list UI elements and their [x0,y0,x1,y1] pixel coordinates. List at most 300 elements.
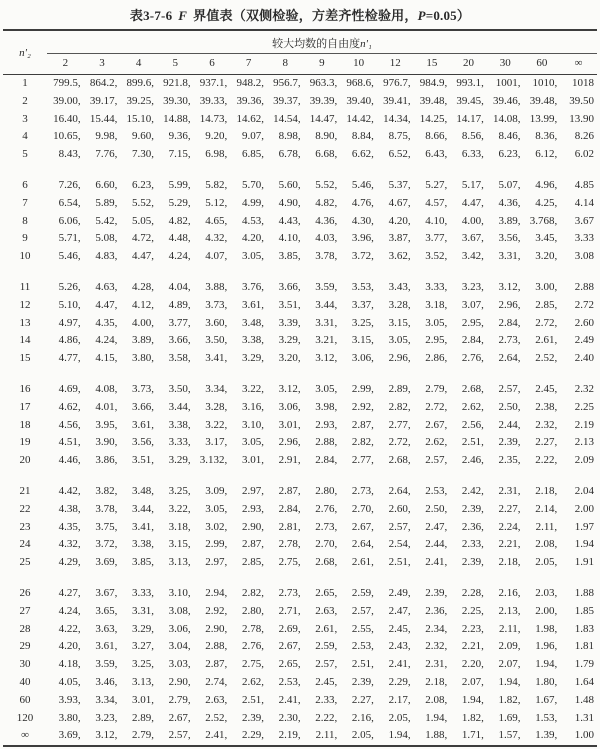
cell: 4.15, [95,352,118,365]
cell: 3.09, [205,484,228,497]
cell: 3.06, [168,622,191,635]
cell: 3.50, [205,334,228,347]
row-header: 18 [19,418,31,431]
cell: 4.36, [498,196,521,209]
row-variable-symbol: n′₂ [19,46,31,59]
cell: 5.17, [461,178,484,191]
cell: 2.42, [461,484,484,497]
table-name: 界值表 [193,8,233,23]
column-header-row [3,54,597,75]
cell: 3.22, [241,382,264,395]
row-header: 22 [19,502,31,515]
cell: 3.89, [131,334,154,347]
cell: 2.53, [425,484,448,497]
cell: 4.56, [58,418,81,431]
cell: 2.29, [241,729,264,742]
cell: 8.56, [461,130,484,143]
cell: 3.00, [535,280,558,293]
cell: 4.18, [58,658,81,671]
cell: 2.39, [351,675,374,688]
cell: 2.56, [461,418,484,431]
cell: 2.96, [278,436,301,449]
cell: 3.25, [351,316,374,329]
cell: 5.08, [95,232,118,245]
cell: 2.68, [315,556,338,569]
cell: 3.08 [574,250,594,263]
cell: 4.30, [351,214,374,227]
cell: 5.46, [351,178,374,191]
cell: 2.57, [388,520,411,533]
cell: 7.15, [168,148,191,161]
cell: 2.93, [241,502,264,515]
p-symbol: P [417,8,426,23]
cell: 2.87, [351,418,374,431]
cell: 2.92, [351,400,374,413]
cell: 2.72, [535,316,558,329]
cell: 6.43, [425,148,448,161]
row-header: 7 [22,196,28,209]
cell: 4.85 [574,178,594,191]
cell: 2.39, [461,556,484,569]
cell: 8.26 [574,130,594,143]
cell: 2.19, [278,729,301,742]
cell: 3.65, [95,604,118,617]
cell: 2.19 [574,418,594,431]
cell: 1.94 [574,538,594,551]
cell: 2.50, [498,400,521,413]
cell: 3.05, [388,334,411,347]
cell: 2.20, [461,658,484,671]
cell: 2.46, [461,454,484,467]
cell: 3.39, [278,316,301,329]
cell: 2.61, [535,334,558,347]
cell: 2.65, [278,658,301,671]
cell: 3.34, [95,693,118,706]
cell: 4.12, [131,298,154,311]
cell: 2.59, [351,586,374,599]
cell: 2.75, [278,556,301,569]
cell: 948.2, [236,77,264,89]
cell: 3.85, [131,556,154,569]
cell: 2.04 [574,484,594,497]
cell: 2.14, [535,502,558,515]
cell: 2.33, [461,538,484,551]
table-row [3,638,597,656]
cell: 39.48, [529,94,558,107]
cell: 14.25, [419,112,448,125]
cell: 2.11, [315,729,338,742]
cell: 3.67, [461,232,484,245]
cell: 2.63, [315,604,338,617]
cell: 2.31, [425,658,448,671]
cell: 1.80, [535,675,558,688]
cell: 39.33, [199,94,228,107]
table-row [3,674,597,692]
cell: 1.79 [574,658,594,671]
cell: 39.45, [456,94,484,107]
group-header-row [3,30,597,54]
cell: 4.03, [315,232,338,245]
cell: 2.07, [461,675,484,688]
cell: 14.88, [163,112,191,125]
cell: 6.98, [205,148,228,161]
cell: 2.92, [205,604,228,617]
cell: 4.20, [58,640,81,653]
cell: 13.90 [569,112,594,125]
cell: 2.11, [535,520,558,533]
cell: 6.23, [131,178,154,191]
cell: 5.52, [131,196,154,209]
cell: 4.47, [131,250,154,263]
cell: 3.15, [351,334,374,347]
cell: 5.71, [58,232,81,245]
cell: 6.02 [574,148,594,161]
cell: 3.10, [241,418,264,431]
table-row [3,603,597,621]
cell: 2.41, [278,693,301,706]
cell: 2.41, [388,658,411,671]
cell: 2.18, [425,675,448,688]
cell: 2.09, [498,640,521,653]
cell: 39.39, [309,94,338,107]
cell: 3.67, [95,586,118,599]
cell: 3.66, [131,400,154,413]
cell: 2.69, [278,622,301,635]
cell: 4.00, [461,214,484,227]
cell: 2.75, [241,658,264,671]
cell: 2.77, [388,418,411,431]
cell: 39.46, [493,94,521,107]
cell: 2.39, [498,436,521,449]
cell: 2.79, [131,729,154,742]
cell: 3.38, [241,334,264,347]
cell: 2.47, [388,604,411,617]
cell: 4.63, [95,280,118,293]
cell: 3.29, [168,454,191,467]
cell: 4.62, [58,400,81,413]
cell: 2.67, [278,640,301,653]
cell: 4.22, [58,622,81,635]
cell: 2.05, [388,711,411,724]
row-header: 21 [19,484,31,497]
cell: 3.29, [241,352,264,365]
cell: 1001, [495,77,521,89]
cell: 3.27, [131,640,154,653]
cell: 4.67, [388,196,411,209]
cell: 3.95, [95,418,118,431]
cell: 2.89, [388,382,411,395]
cell: 3.63, [95,622,118,635]
cell: 2.22, [315,711,338,724]
table-row [3,399,597,417]
table-row [3,483,597,501]
cell: 3.21, [315,334,338,347]
cell: 2.25, [461,604,484,617]
cell: 4.27, [58,586,81,599]
cell: 4.05, [58,675,81,688]
cell: 4.20, [241,232,264,245]
cell: 3.768, [529,214,558,227]
group-gap [3,368,597,381]
cell: 2.61, [351,556,374,569]
cell: 1.94, [535,658,558,671]
cell: 4.77, [58,352,81,365]
cell: 39.48, [419,94,448,107]
cell: 2.70, [315,538,338,551]
cell: 3.01, [131,693,154,706]
cell: 2.55, [351,622,374,635]
cell: 3.62, [388,250,411,263]
cell: 2.45, [535,382,558,395]
row-header: 40 [19,675,31,688]
cell: 2.40 [574,352,594,365]
cell: 3.69, [95,556,118,569]
cell: 3.50, [168,382,191,395]
cell: 2.09 [574,454,594,467]
cell: 2.84, [315,454,338,467]
cell: 2.21, [461,640,484,653]
cell: 2.27, [351,693,374,706]
cell: 2.39, [425,586,448,599]
cell: 3.29, [131,622,154,635]
column-header: 30 [499,57,511,69]
cell: 3.66, [168,334,191,347]
row-header: 6 [22,178,28,191]
cell: 2.82, [388,400,411,413]
cell: 2.80, [315,484,338,497]
cell: 2.31, [498,484,521,497]
cell: 3.25, [168,484,191,497]
cell: 1.91 [574,556,594,569]
cell: 3.12, [498,280,521,293]
cell: 3.12, [278,382,301,395]
cell: 39.30, [163,94,191,107]
cell: 3.87, [388,232,411,245]
cell: 14.73, [199,112,228,125]
cell: 4.32, [205,232,228,245]
cell: 5.07, [498,178,521,191]
cell: 3.61, [241,298,264,311]
cell: 8.66, [425,130,448,143]
row-header: 2 [22,94,28,107]
column-header: 5 [172,57,179,69]
cell: 2.54, [388,538,411,551]
cell: 3.33 [574,232,594,245]
cell: 2.38, [535,400,558,413]
cell: 3.03, [168,658,191,671]
cell: 4.99, [241,196,264,209]
cell: 3.08, [168,604,191,617]
f-statistic-symbol: F [178,8,188,23]
cell: 2.16, [351,711,374,724]
cell: 3.23, [461,280,484,293]
cell: 3.17, [205,436,228,449]
cell: 976.7, [383,77,411,89]
cell: 1.53, [535,711,558,724]
cell: 3.05, [315,382,338,395]
cell: 4.24, [58,604,81,617]
cell: 2.72, [388,436,411,449]
cell: 2.97, [205,556,228,569]
row-header: 120 [16,711,34,724]
cell: 3.41, [131,520,154,533]
cell: 3.45, [535,232,558,245]
table-row [3,727,597,746]
cell: 2.05, [351,729,374,742]
cell: 4.97, [58,316,81,329]
cell: 2.13 [574,436,594,449]
column-header: 3 [99,57,105,69]
cell: 2.35, [498,454,521,467]
cell: 4.82, [315,196,338,209]
cell: 1.82, [461,711,484,724]
row-header: 8 [22,214,28,227]
cell: 4.65, [205,214,228,227]
cell: 3.69, [58,729,81,742]
row-header: 19 [19,436,31,449]
table-header [3,30,597,75]
cell: 4.10, [425,214,448,227]
cell: 2.87, [205,658,228,671]
cell: 3.15, [388,316,411,329]
cell: 4.14 [574,196,594,209]
cell: 2.90, [241,520,264,533]
cell: 2.44, [498,418,521,431]
cell: 2.05, [535,556,558,569]
cell: 3.29, [278,334,301,347]
row-header: 12 [19,298,31,311]
cell: 993.1, [456,77,484,89]
column-header: 4 [135,57,142,69]
cell: 3.42, [461,250,484,263]
cell: 2.65, [315,586,338,599]
cell: 6.33, [461,148,484,161]
cell: 3.93, [58,693,81,706]
cell: 2.67, [351,520,374,533]
cell: 4.57, [425,196,448,209]
cell: 3.51, [278,298,301,311]
row-header: 9 [22,232,28,245]
cell: 3.77, [168,316,191,329]
table-row [3,350,597,368]
cell: 4.07, [205,250,228,263]
cell: 3.51, [131,454,154,467]
cell: 2.64, [498,352,521,365]
cell: 4.08, [95,382,118,395]
cell: 3.46, [95,675,118,688]
cell: 14.47, [309,112,338,125]
table-row [3,621,597,639]
cell: 3.13, [131,675,154,688]
cell: 2.78, [278,538,301,551]
cell: 2.22, [535,454,558,467]
cell: 5.27, [425,178,448,191]
cell: 2.52, [205,711,228,724]
cell: 2.94, [205,586,228,599]
table-body [3,75,597,747]
cell: 5.82, [205,178,228,191]
cell: 2.64, [351,538,374,551]
cell: 2.36, [461,520,484,533]
cell: 3.05, [205,502,228,515]
cell: 4.36, [315,214,338,227]
cell: 14.08, [493,112,521,125]
cell: 3.41, [205,352,228,365]
cell: 2.90, [168,675,191,688]
row-header: 25 [19,556,31,569]
cell: 2.16, [498,586,521,599]
cell: 1.97 [574,520,594,533]
cell: 2.80, [241,604,264,617]
table-row [3,585,597,603]
row-header: 17 [19,400,31,413]
cell: 3.73, [131,382,154,395]
cell: 2.08, [535,538,558,551]
cell: 2.57, [351,604,374,617]
cell: 2.72 [574,298,594,311]
column-header: 6 [209,57,215,69]
group-gap [3,266,597,279]
cell: 2.70, [351,502,374,515]
cell: 3.60, [205,316,228,329]
cell: 3.38, [131,538,154,551]
cell: 3.59, [95,658,118,671]
cell: 3.86, [95,454,118,467]
cell: 3.56, [498,232,521,245]
row-header: 20 [19,454,31,467]
cell: 4.38, [58,502,81,515]
cell: 2.30, [278,711,301,724]
cell: 2.63, [205,693,228,706]
cell: 3.44, [315,298,338,311]
row-header: 29 [19,640,31,653]
cell: 3.15, [168,538,191,551]
row-variable-label [3,30,47,75]
row-header: 3 [22,112,28,125]
cell: 2.97, [241,484,264,497]
cell: 39.40, [346,94,374,107]
cell: 8.46, [498,130,521,143]
cell: 2.57, [168,729,191,742]
table-row [3,75,597,93]
cell: 3.07, [461,298,484,311]
cell: 3.43, [388,280,411,293]
cell: 2.36, [425,604,448,617]
cell: 4.43, [278,214,301,227]
cell: 2.79, [425,382,448,395]
table-row [3,554,597,572]
table-condition-prefix: （双侧检验，方差齐性检验用， [232,8,418,23]
cell: 5.12, [205,196,228,209]
cell: 5.42, [95,214,118,227]
cell: 14.42, [346,112,374,125]
cell: 3.98, [315,400,338,413]
table-row [3,434,597,452]
cell: 2.86, [425,352,448,365]
cell: 2.91, [278,454,301,467]
cell: 3.48, [131,484,154,497]
cell: 2.08, [425,693,448,706]
cell: 2.32, [425,640,448,653]
cell: 3.37, [351,298,374,311]
column-header: 60 [536,57,548,69]
cell: 2.77, [351,454,374,467]
cell: 2.96, [388,352,411,365]
cell: 3.48, [241,316,264,329]
cell: 6.12, [535,148,558,161]
cell: 2.76, [315,502,338,515]
cell: 3.80, [58,711,81,724]
